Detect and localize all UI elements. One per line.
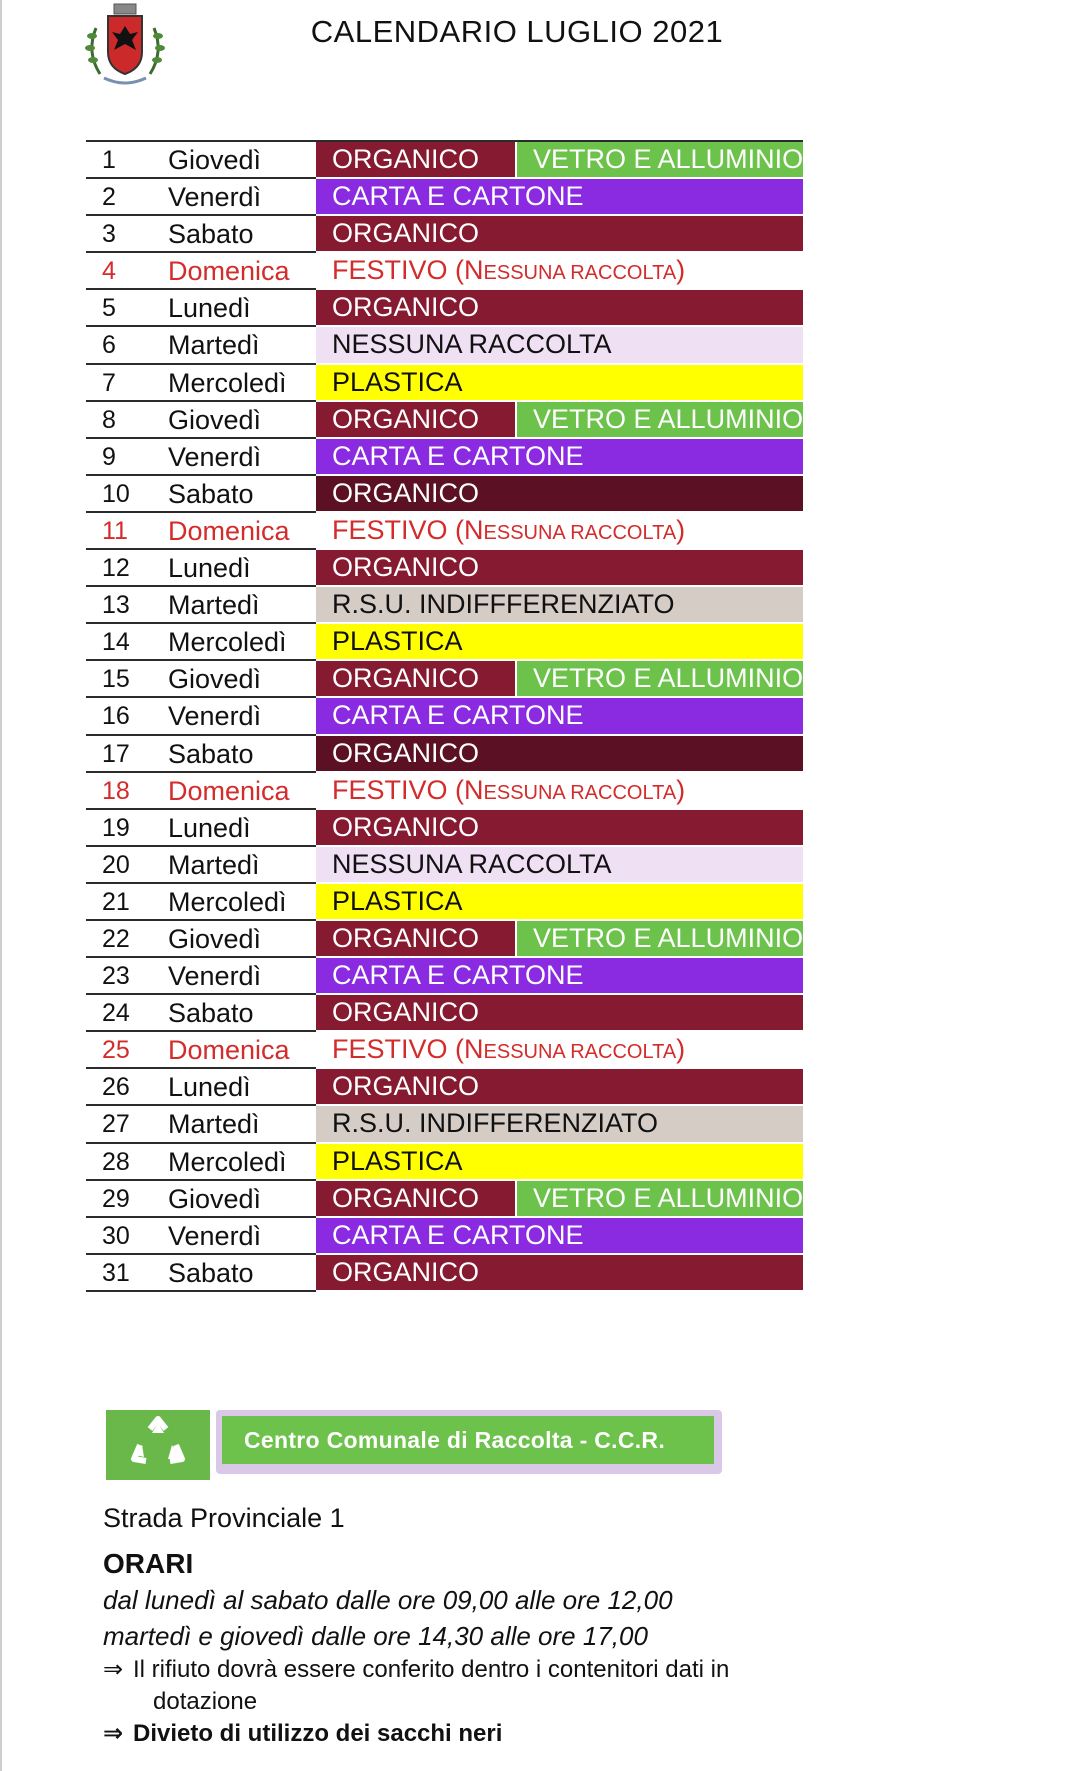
calendar-row — [86, 847, 803, 884]
calendar-row — [86, 290, 803, 327]
calendar-row — [86, 736, 803, 773]
day-number: 28 — [102, 1147, 130, 1176]
collection-type: ORGANICO — [316, 550, 803, 585]
day-number: 1 — [102, 146, 116, 174]
day-number: 24 — [102, 999, 130, 1028]
day-name: Martedì — [168, 1109, 260, 1140]
collection-type: R.S.U. INDIFFFERENZIATO — [316, 587, 803, 622]
collection-type-secondary: VETRO E ALLUMINIO — [517, 142, 803, 177]
day-number: 21 — [102, 887, 130, 916]
day-name: Domenica — [168, 1035, 290, 1066]
day-name: Lunedì — [168, 812, 251, 843]
day-name: Sabato — [168, 478, 254, 509]
calendar-row — [86, 439, 803, 476]
collection-type: FESTIVO (NESSUNA RACCOLTA) — [316, 513, 803, 548]
calendar-row — [86, 1144, 803, 1181]
collection-type: ORGANICO — [316, 1069, 803, 1104]
day-name: Mercoledì — [168, 886, 287, 917]
calendar-row — [86, 1181, 803, 1218]
day-name: Giovedì — [168, 404, 262, 435]
calendar-row — [86, 253, 803, 290]
day-name: Giovedì — [168, 923, 262, 954]
calendar-row — [86, 1069, 803, 1106]
day-number: 12 — [102, 554, 130, 583]
day-name: Venerdì — [168, 182, 262, 213]
collection-type: ORGANICO — [316, 810, 803, 845]
day-name: Giovedì — [168, 145, 262, 175]
day-number: 31 — [102, 1258, 130, 1287]
ccr-banner — [216, 1410, 722, 1474]
ccr-logo — [106, 1410, 210, 1480]
calendar-row — [86, 550, 803, 587]
day-name: Martedì — [168, 849, 260, 880]
day-number: 11 — [102, 516, 128, 545]
collection-type: ORGANICO — [316, 402, 515, 437]
recycle-icon — [128, 1415, 188, 1475]
collection-type: ORGANICO — [316, 1255, 803, 1290]
calendar-row — [86, 1218, 803, 1255]
calendar-row — [86, 921, 803, 958]
collection-type: PLASTICA — [316, 1144, 803, 1179]
collection-type: FESTIVO (NESSUNA RACCOLTA) — [316, 1032, 803, 1067]
day-name: Lunedì — [168, 293, 251, 324]
calendar-row — [86, 327, 803, 364]
day-name: Giovedì — [168, 1183, 262, 1214]
hours-line-1: dal lunedì al sabato dalle ore 09,00 alle ore 12,00 — [103, 1585, 673, 1615]
collection-type: NESSUNA RACCOLTA — [316, 327, 803, 362]
collection-type: ORGANICO — [316, 476, 803, 511]
day-number: 15 — [102, 665, 130, 694]
day-number: 8 — [102, 405, 116, 434]
day-name: Venerdì — [168, 961, 262, 992]
collection-type: CARTA E CARTONE — [316, 179, 803, 214]
day-name: Lunedì — [168, 553, 251, 584]
collection-type: NESSUNA RACCOLTA — [316, 847, 803, 882]
hours-line-2: martedì e giovedì dalle ore 14,30 alle ore 17,00 — [103, 1621, 648, 1651]
collection-type: FESTIVO (NESSUNA RACCOLTA) — [316, 253, 803, 288]
note-1-text: Il rifiuto dovrà essere conferito dentro i contenitori dati in — [133, 1656, 730, 1683]
day-number: 23 — [102, 962, 130, 991]
calendar-row — [86, 402, 803, 439]
day-number: 19 — [102, 813, 130, 842]
collection-type: PLASTICA — [316, 624, 803, 659]
collection-type: ORGANICO — [316, 661, 515, 696]
day-number: 16 — [102, 702, 130, 731]
day-number: 26 — [102, 1073, 130, 1102]
collection-type: ORGANICO — [316, 736, 803, 771]
day-name: Sabato — [168, 219, 254, 250]
note-1 — [103, 1654, 1003, 1686]
day-number: 14 — [102, 628, 130, 657]
day-name: Martedì — [168, 330, 260, 361]
day-number: 4 — [102, 257, 116, 286]
calendar-row — [86, 624, 803, 661]
day-number: 6 — [102, 331, 116, 360]
collection-type-secondary: VETRO E ALLUMINIO — [517, 661, 803, 696]
calendar-row — [86, 1255, 803, 1292]
calendar-row — [86, 179, 803, 216]
arrow-right-icon: ⇒ — [103, 1720, 124, 1747]
day-name: Mercoledì — [168, 1146, 287, 1177]
day-name: Venerdì — [168, 1220, 262, 1251]
calendar-row — [86, 513, 803, 550]
day-number: 5 — [102, 294, 116, 323]
day-name: Giovedì — [168, 664, 262, 695]
calendar-row — [86, 773, 803, 810]
day-name: Sabato — [168, 1257, 254, 1288]
collection-type: PLASTICA — [316, 884, 803, 919]
day-number: 30 — [102, 1221, 130, 1250]
day-number: 3 — [102, 220, 116, 249]
collection-type: ORGANICO — [316, 921, 515, 956]
day-number: 22 — [102, 924, 130, 953]
day-number: 10 — [102, 479, 130, 508]
page-edge — [0, 0, 2, 1771]
day-name: Domenica — [168, 256, 290, 287]
day-number: 17 — [102, 739, 130, 768]
day-name: Mercoledì — [168, 367, 287, 398]
collection-type: FESTIVO (NESSUNA RACCOLTA) — [316, 773, 803, 808]
calendar-row — [86, 995, 803, 1032]
hours-title: ORARI — [103, 1548, 194, 1579]
collection-type: ORGANICO — [316, 1181, 515, 1216]
day-number: 7 — [102, 368, 116, 397]
calendar-row — [86, 1106, 803, 1143]
day-number: 27 — [102, 1110, 130, 1139]
day-name: Sabato — [168, 998, 254, 1029]
day-name: Domenica — [168, 775, 290, 806]
day-number: 25 — [102, 1036, 130, 1065]
note-2 — [103, 1718, 1003, 1750]
collection-type: ORGANICO — [316, 995, 803, 1030]
collection-type: CARTA E CARTONE — [316, 1218, 803, 1253]
collection-calendar — [86, 142, 803, 1292]
day-number: 29 — [102, 1184, 130, 1213]
row-divider — [86, 1290, 316, 1292]
calendar-row — [86, 1032, 803, 1069]
collection-type-secondary: VETRO E ALLUMINIO — [517, 402, 803, 437]
ccr-address: Strada Provinciale 1 — [103, 1503, 345, 1533]
collection-type-secondary: VETRO E ALLUMINIO — [517, 1181, 803, 1216]
ccr-info — [103, 1500, 1003, 1750]
calendar-row — [86, 698, 803, 735]
arrow-right-icon: ⇒ — [103, 1656, 124, 1683]
collection-type: ORGANICO — [316, 216, 803, 251]
collection-type: ORGANICO — [316, 290, 803, 325]
collection-type-secondary: VETRO E ALLUMINIO — [517, 921, 803, 956]
collection-type: CARTA E CARTONE — [316, 439, 803, 474]
day-number: 13 — [102, 591, 130, 620]
calendar-row — [86, 884, 803, 921]
day-name: Lunedì — [168, 1072, 251, 1103]
calendar-row — [86, 476, 803, 513]
day-name: Sabato — [168, 738, 254, 769]
day-number: 18 — [102, 776, 130, 805]
ccr-banner-text: Centro Comunale di Raccolta - C.C.R. — [222, 1416, 714, 1464]
calendar-row — [86, 810, 803, 847]
calendar-row — [86, 661, 803, 698]
day-name: Venerdì — [168, 701, 262, 732]
collection-type: ORGANICO — [316, 142, 515, 177]
day-number: 20 — [102, 850, 130, 879]
day-number: 9 — [102, 442, 116, 471]
collection-type: R.S.U. INDIFFERENZIATO — [316, 1106, 803, 1141]
calendar-row — [86, 142, 803, 179]
calendar-row — [86, 365, 803, 402]
collection-type: PLASTICA — [316, 365, 803, 400]
day-name: Venerdì — [168, 441, 262, 472]
day-name: Mercoledì — [168, 627, 287, 658]
calendar-row — [86, 216, 803, 253]
day-name: Domenica — [168, 515, 290, 546]
note-2-text: Divieto di utilizzo dei sacchi neri — [133, 1720, 503, 1747]
collection-type: CARTA E CARTONE — [316, 698, 803, 733]
calendar-row — [86, 958, 803, 995]
note-1-continued: dotazione — [153, 1688, 258, 1715]
collection-type: CARTA E CARTONE — [316, 958, 803, 993]
day-number: 2 — [102, 183, 116, 212]
page-title: CALENDARIO LUGLIO 2021 — [310, 14, 724, 49]
calendar-row — [86, 587, 803, 624]
day-name: Martedì — [168, 590, 260, 621]
